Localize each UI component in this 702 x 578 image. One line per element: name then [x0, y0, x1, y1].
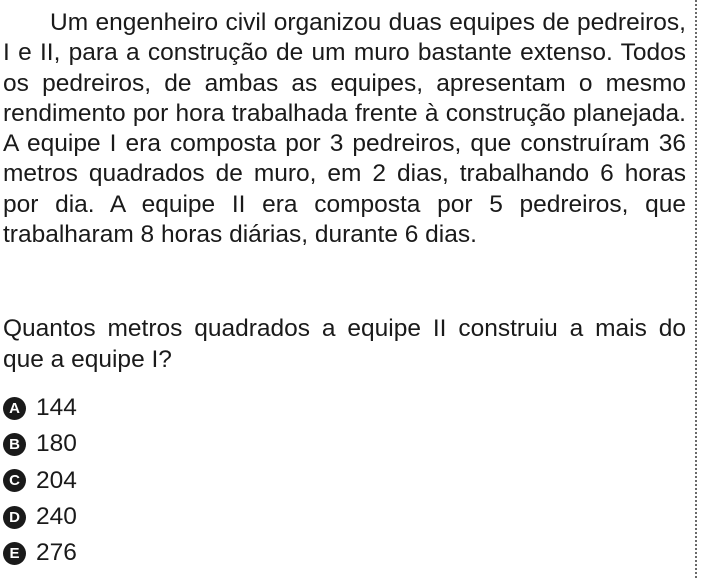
option-letter-badge: D — [3, 506, 26, 529]
option-letter-badge: E — [3, 542, 26, 565]
option-c[interactable] — [3, 463, 77, 499]
option-b[interactable] — [3, 426, 77, 462]
option-value: 144 — [36, 394, 77, 422]
option-value: 240 — [36, 503, 77, 531]
answer-options — [3, 390, 77, 571]
question-prompt: Quantos metros quadrados a equipe II construiu a mais do que a equipe I? — [3, 315, 686, 373]
option-value: 204 — [36, 466, 77, 494]
option-d[interactable] — [3, 499, 77, 535]
column-divider — [695, 0, 697, 578]
option-letter-badge: A — [3, 397, 26, 420]
option-value: 180 — [36, 430, 77, 458]
question-statement: Um engenheiro civil organizou duas equipes de pedreiros, I e II, para a construção de um muro bastante extenso. Todos os pedreiros, de ambas as equipes, apresentam o mesmo rendimento por hora trabalhada frente à construção planejada. A equipe I era composta por 3 pedreiros, que construíram 36 metros quadrados de muro, em 2 dias, trabalhando 6 horas por dia. A equipe II era composta por 5 pedreiros, que trabalharam 8 horas diárias, durante 6 dias. — [3, 9, 686, 249]
option-value: 276 — [36, 539, 77, 567]
option-letter-badge: B — [3, 433, 26, 456]
option-a[interactable] — [3, 390, 77, 426]
option-letter-badge: C — [3, 469, 26, 492]
option-e[interactable] — [3, 535, 77, 571]
